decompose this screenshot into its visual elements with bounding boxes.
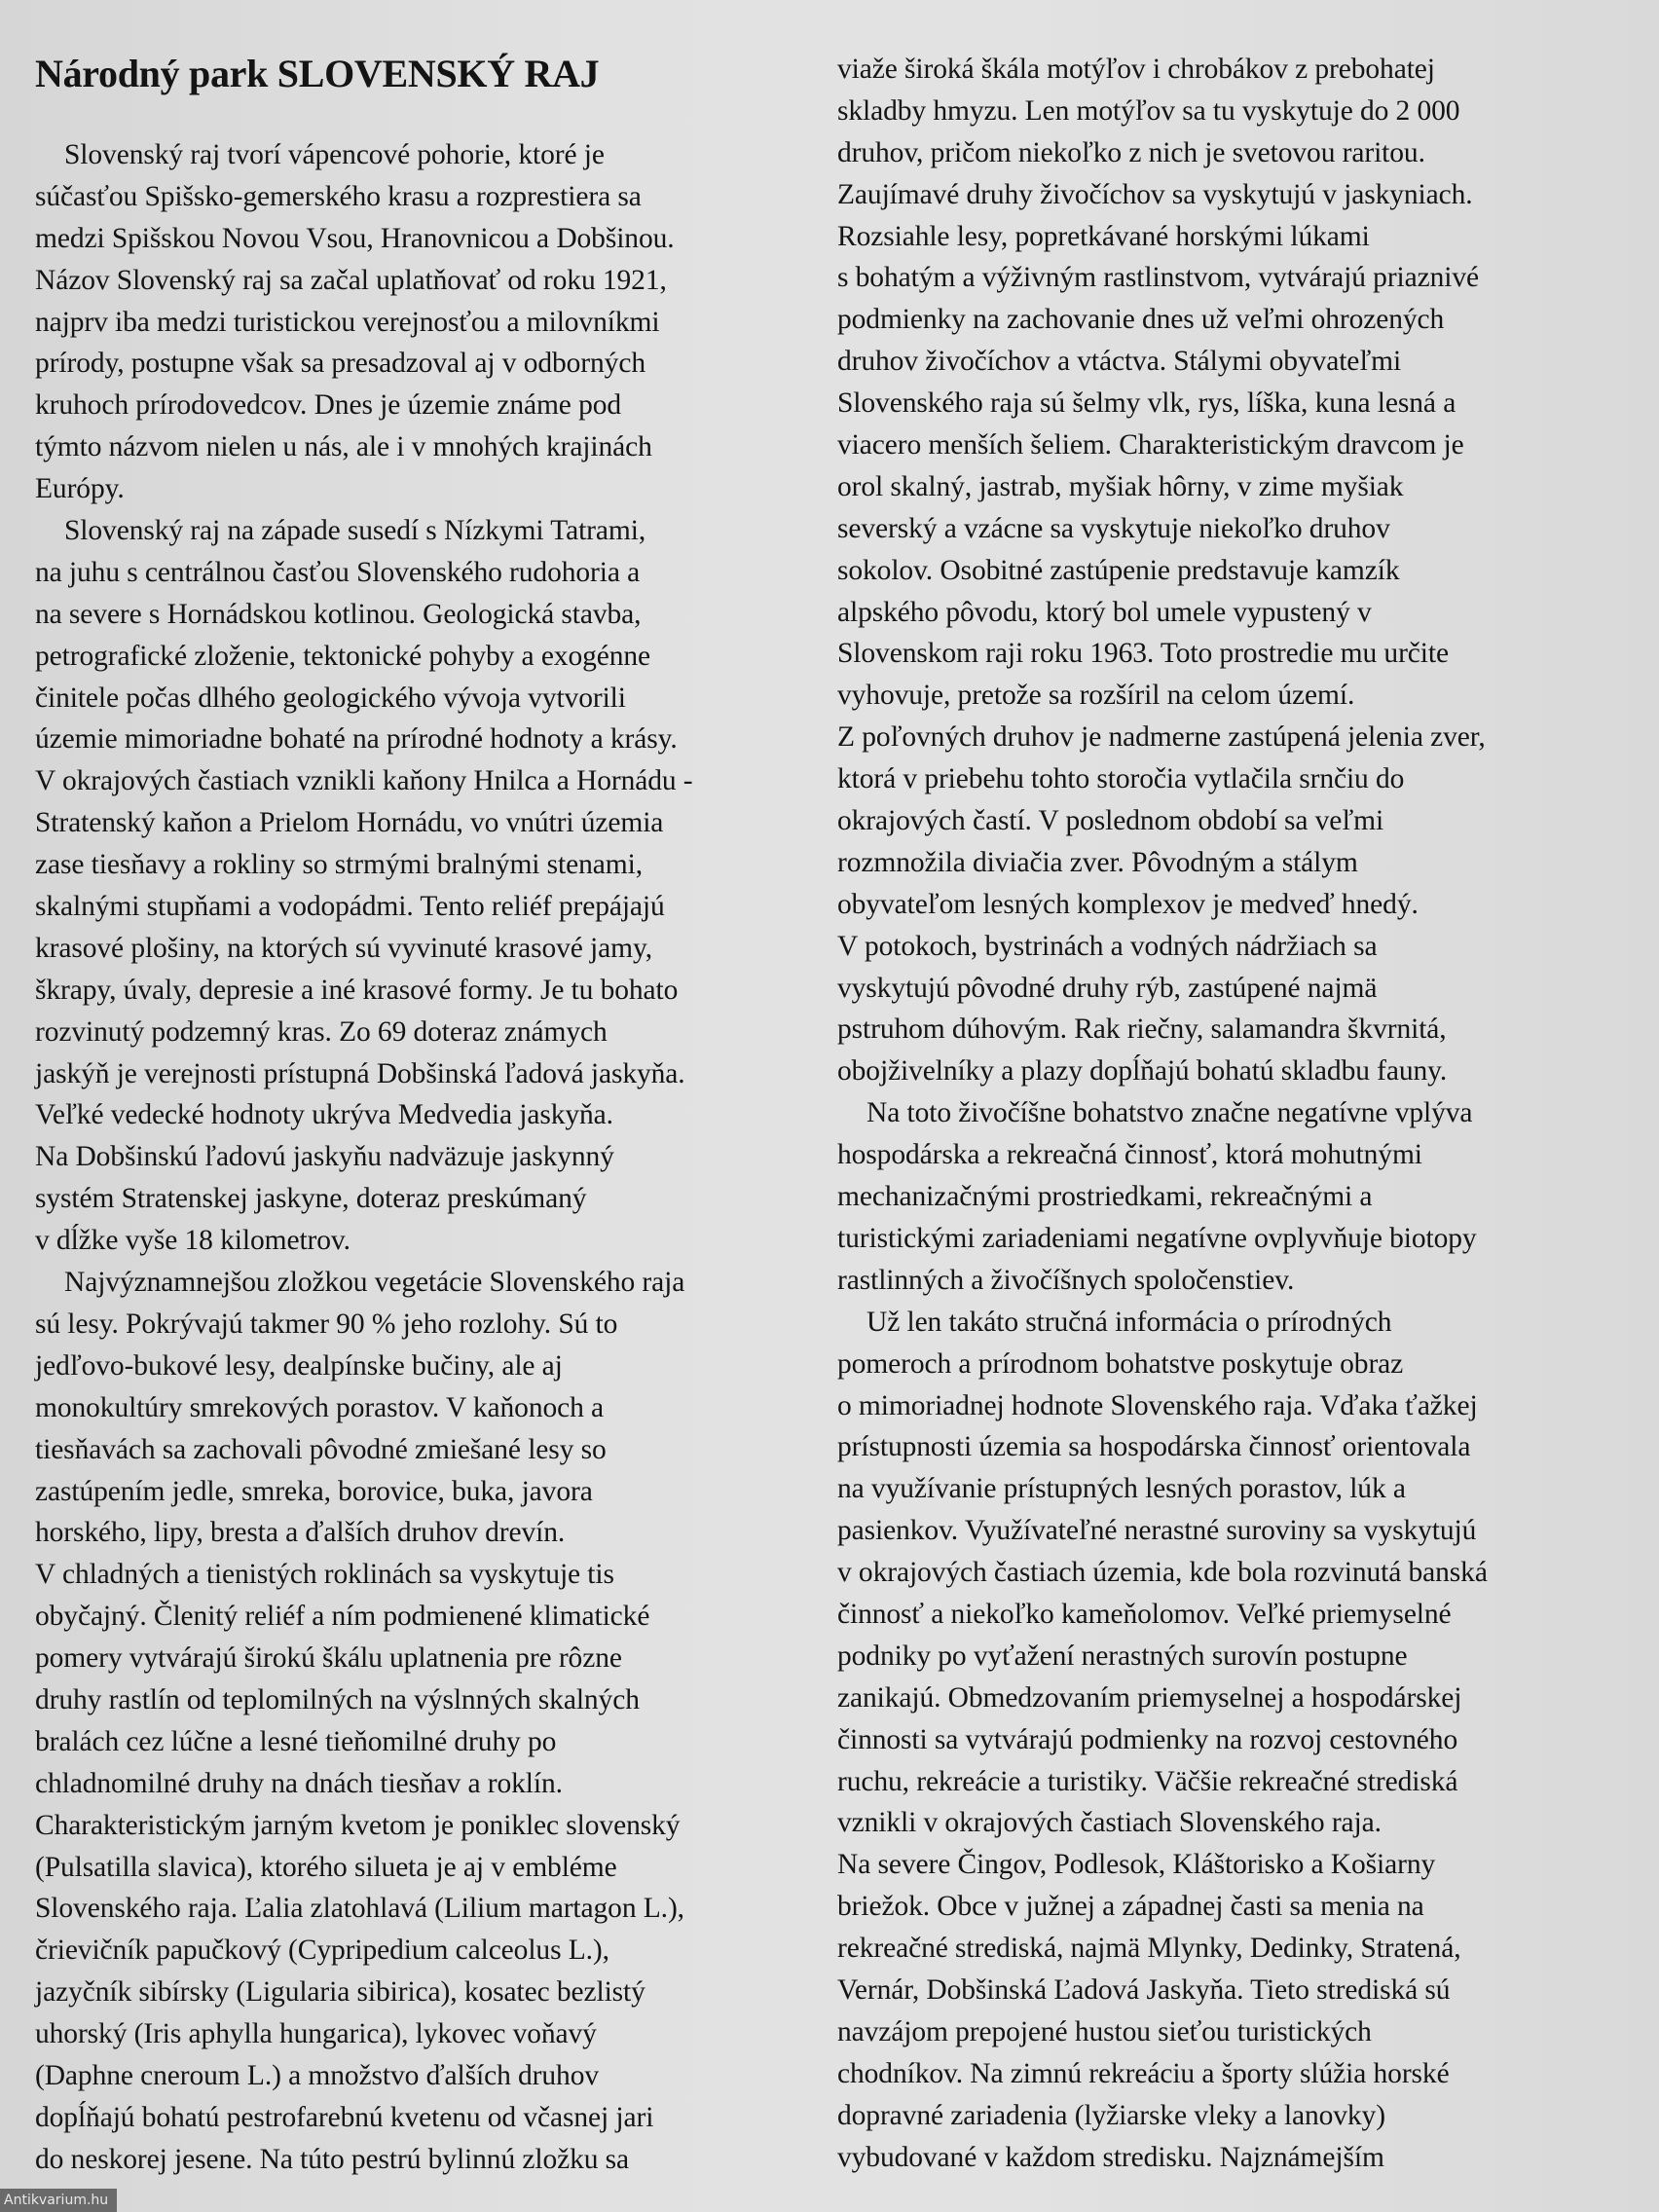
text-line: obyčajný. Členitý reliéf a ním podmienené klimatické xyxy=(35,1601,650,1633)
text-line: v dĺžke vyše 18 kilometrov. xyxy=(35,1225,350,1257)
text-line: podmienky na zachovanie dnes už veľmi ohrozených xyxy=(837,304,1445,336)
text-line: Slovenský raj na západe susedí s Nízkymi Tatrami, xyxy=(64,515,646,547)
text-line: (Pulsatilla slavica), ktorého silueta je aj v embléme xyxy=(35,1851,617,1883)
text-line: o mimoriadnej hodnote Slovenského raja. Vďaka ťažkej xyxy=(837,1389,1478,1421)
text-line: črievičník papučkový (Cypripedium calceolus L.), xyxy=(35,1935,609,1967)
text-line: uhorský (Iris aphylla hungarica), lykovec voňavý xyxy=(35,2018,597,2050)
text-line: systém Stratenskej jaskyne, doteraz preskúmaný xyxy=(35,1183,587,1215)
text-line: Európy. xyxy=(35,473,125,505)
text-line: Slovenskom raji roku 1963. Toto prostredie mu určite xyxy=(837,638,1449,670)
text-line: obojživelníky a plazy dopĺňajú bohatú skladbu fauny. xyxy=(837,1055,1448,1088)
text-line: Najvýznamnejšou zložkou vegetácie Slovenského raja xyxy=(64,1267,685,1299)
text-line: rozvinutý podzemný kras. Zo 69 doteraz známych xyxy=(35,1015,608,1048)
text-line: Na Dobšinskú ľadovú jaskyňu nadväzuje jaskynný xyxy=(35,1141,614,1173)
text-line: zase tiesňavy a rokliny so strmými bralnými stenami, xyxy=(35,849,644,881)
text-line: alpského pôvodu, ktorý bol umele vypustený v xyxy=(837,596,1372,628)
text-line: rastlinných a živočíšnych spoločenstiev. xyxy=(837,1264,1295,1296)
text-line: s bohatým a výživným rastlinstvom, vytvárajú priaznivé xyxy=(837,262,1480,294)
text-line: monokultúry smrekových porastov. V kaňonoch a xyxy=(35,1391,605,1423)
text-line: kruhoch prírodovedcov. Dnes je územie známe pod xyxy=(35,389,622,422)
text-line: V chladných a tienistých roklinách sa vyskytuje tis xyxy=(35,1559,614,1591)
text-line: dopĺňajú bohatú pestrofarebnú kvetenu od včasnej jari xyxy=(35,2101,654,2133)
text-line: (Daphne cneroum L.) a množstvo ďalších druhov xyxy=(35,2059,600,2091)
text-line: skalnými stupňami a vodopádmi. Tento reliéf prepájajú xyxy=(35,891,665,923)
text-line: na využívanie prístupných lesných porastov, lúk a xyxy=(837,1473,1406,1505)
text-line: chodníkov. Na zimnú rekreáciu a športy slúžia horské xyxy=(837,2057,1450,2089)
text-line: mechanizačnými prostriedkami, rekreačnými a xyxy=(837,1181,1373,1213)
text-line: Už len takáto stručná informácia o prírodných xyxy=(866,1306,1392,1338)
page-title: Národný park SLOVENSKÝ RAJ xyxy=(35,52,600,95)
text-line: najprv iba medzi turistickou verejnosťou a milovníkmi xyxy=(35,306,660,338)
text-line: Na toto živočíšne bohatstvo značne negatívne vplýva xyxy=(866,1097,1473,1129)
text-line: ktorá v priebehu tohto storočia vytlačila srnčiu do xyxy=(837,763,1405,795)
text-line: zanikajú. Obmedzovaním priemyselnej a hospodárskej xyxy=(837,1681,1462,1714)
text-line: severský a vzácne sa vyskytuje niekoľko druhov xyxy=(837,512,1390,544)
text-line: viaže široká škála motýľov i chrobákov z prebohatej xyxy=(837,54,1435,85)
text-line: prírody, postupne však sa presadzoval aj v odborných xyxy=(35,348,645,380)
text-line: v okrajových častiach územia, kde bola rozvinutá banská xyxy=(837,1557,1488,1589)
text-line: vyskytujú pôvodné druhy rýb, zastúpené najmä xyxy=(837,972,1378,1004)
text-line: skladby hmyzu. Len motýľov sa tu vyskytuje do 2 000 xyxy=(837,94,1460,127)
text-line: sokolov. Osobitné zastúpenie predstavuje kamzík xyxy=(837,554,1400,586)
text-line: činnosť a niekoľko kameňolomov. Veľké priemyselné xyxy=(837,1598,1452,1630)
text-line: briežok. Obce v južnej a západnej časti sa menia na xyxy=(837,1891,1424,1923)
text-line: zastúpením jedle, smreka, borovice, buka, javora xyxy=(35,1475,593,1507)
text-line: Zaujímavé druhy živočíchov sa vyskytujú v jaskyniach. xyxy=(837,178,1473,210)
text-line: bralách cez lúčne a lesné tieňomilné druhy po xyxy=(35,1725,557,1757)
text-line: sú lesy. Pokrývajú takmer 90 % jeho rozlohy. Sú to xyxy=(35,1308,618,1340)
text-line: tiesňavách sa zachovali pôvodné zmiešané lesy so xyxy=(35,1433,607,1465)
text-line: Slovenský raj tvorí vápencové pohorie, ktoré je xyxy=(64,139,605,170)
text-line: Vernár, Dobšinská Ľadová Jaskyňa. Tieto strediská sú xyxy=(837,1973,1451,2006)
text-line: chladnomilné druhy na dnách tiesňav a roklín. xyxy=(35,1767,563,1799)
text-line: Názov Slovenský raj sa začal uplatňovať od roku 1921, xyxy=(35,264,667,296)
text-line: Charakteristickým jarným kvetom je poniklec slovenský xyxy=(35,1809,681,1841)
text-line: horského, lipy, bresta a ďalších druhov drevín. xyxy=(35,1517,566,1549)
text-line: pasienkov. Využívateľné nerastné suroviny sa vyskytujú xyxy=(837,1515,1477,1547)
text-line: okrajových častí. V poslednom období sa veľmi xyxy=(837,805,1384,837)
left-text-column xyxy=(35,134,785,2181)
text-line: územie mimoriadne bohaté na prírodné hodnoty a krásy. xyxy=(35,723,678,756)
text-line: viacero menších šeliem. Charakteristickým dravcom je xyxy=(837,429,1464,461)
text-line: druhy rastlín od teplomilných na výslnných skalných xyxy=(35,1683,640,1715)
text-line: činitele počas dlhého geologického vývoja vytvorili xyxy=(35,682,626,714)
text-line: Slovenského raja. Ľalia zlatohlavá (Lilium martagon L.), xyxy=(35,1893,684,1925)
text-line: jaskýň je verejnosti prístupná Dobšinská ľadová jaskyňa. xyxy=(35,1057,685,1089)
text-line: Rozsiahle lesy, popretkávané horskými lúkami xyxy=(837,220,1370,252)
text-line: druhov, pričom niekoľko z nich je svetovou raritou. xyxy=(837,136,1425,168)
text-line: hospodárska a rekreačná činnosť, ktorá mohutnými xyxy=(837,1139,1422,1171)
text-line: vyhovuje, pretože sa rozšíril na celom území. xyxy=(837,680,1355,712)
text-line: na juhu s centrálnou časťou Slovenského rudohoria a xyxy=(35,556,641,588)
text-line: jazyčník sibírsky (Ligularia sibirica), kosatec bezlistý xyxy=(35,1976,645,2009)
text-line: týmto názvom nielen u nás, ale i v mnohých krajinách xyxy=(35,431,652,463)
text-line: Veľké vedecké hodnoty ukrýva Medvedia jaskyňa. xyxy=(35,1099,613,1131)
watermark: Antikvarium.hu xyxy=(0,2189,117,2212)
text-line: prístupnosti územia sa hospodárska činnosť orientovala xyxy=(837,1431,1471,1463)
text-line: V okrajových častiach vznikli kaňony Hnilca a Hornádu - xyxy=(35,765,693,797)
text-line: rozmnožila diviačia zver. Pôvodným a stálym xyxy=(837,846,1358,878)
text-line: pstruhom dúhovým. Rak riečny, salamandra škvrnitá, xyxy=(837,1014,1447,1046)
right-text-column xyxy=(837,49,1626,2178)
text-line: navzájom prepojené hustou sieťou turistických xyxy=(837,2015,1372,2047)
text-line: škrapy, úvaly, depresie a iné krasové formy. Je tu bohato xyxy=(35,974,679,1006)
text-line: obyvateľom lesných komplexov je medveď hnedý. xyxy=(837,888,1419,920)
text-line: podniky po vyťažení nerastných surovín postupne xyxy=(837,1640,1408,1672)
text-line: medzi Spišskou Novou Vsou, Hranovnicou a Dobšinou. xyxy=(35,222,675,254)
text-line: pomery vytvárajú širokú škálu uplatnenia pre rôzne xyxy=(35,1642,622,1675)
text-line: Stratenský kaňon a Prielom Hornádu, vo vnútri územia xyxy=(35,807,664,839)
text-line: na severe s Hornádskou kotlinou. Geologická stavba, xyxy=(35,598,642,630)
text-line: orol skalný, jastrab, myšiak hôrny, v zime myšiak xyxy=(837,470,1404,502)
text-line: V potokoch, bystrinách a vodných nádržiach sa xyxy=(837,930,1378,962)
text-line: pomeroch a prírodnom bohatstve poskytuje obraz xyxy=(837,1347,1404,1380)
text-line: Na severe Čingov, Podlesok, Kláštorisko a Košiarny xyxy=(837,1849,1436,1881)
text-line: dopravné zariadenia (lyžiarske vleky a lanovky) xyxy=(837,2099,1385,2131)
text-line: súčasťou Spišsko-gemerského krasu a rozprestiera sa xyxy=(35,180,642,212)
text-line: petrografické zloženie, tektonické pohyby a exogénne xyxy=(35,640,651,672)
text-line: turistickými zariadeniami negatívne ovplyvňuje biotopy xyxy=(837,1222,1477,1254)
text-line: krasové plošiny, na ktorých sú vyvinuté krasové jamy, xyxy=(35,932,653,964)
text-line: Z poľovných druhov je nadmerne zastúpená jelenia zver, xyxy=(837,721,1486,754)
text-line: druhov živočíchov a vtáctva. Stálymi obyvateľmi xyxy=(837,346,1402,378)
text-line: činnosti sa vytvárajú podmienky na rozvoj cestovného xyxy=(837,1723,1458,1755)
text-line: vybudované v každom stredisku. Najznámejším xyxy=(837,2141,1384,2173)
text-line: jedľovo-bukové lesy, dealpínske bučiny, ale aj xyxy=(35,1349,563,1382)
text-line: Slovenského raja sú šelmy vlk, rys, líška, kuna lesná a xyxy=(837,387,1456,420)
text-line: vznikli v okrajových častiach Slovenského raja. xyxy=(837,1807,1382,1839)
text-line: ruchu, rekreácie a turistiky. Väčšie rekreačné strediská xyxy=(837,1765,1458,1797)
text-line: do neskorej jesene. Na túto pestrú bylinnú zložku sa xyxy=(35,2143,630,2175)
text-line: rekreačné strediská, najmä Mlynky, Dedinky, Stratená, xyxy=(837,1933,1461,1965)
